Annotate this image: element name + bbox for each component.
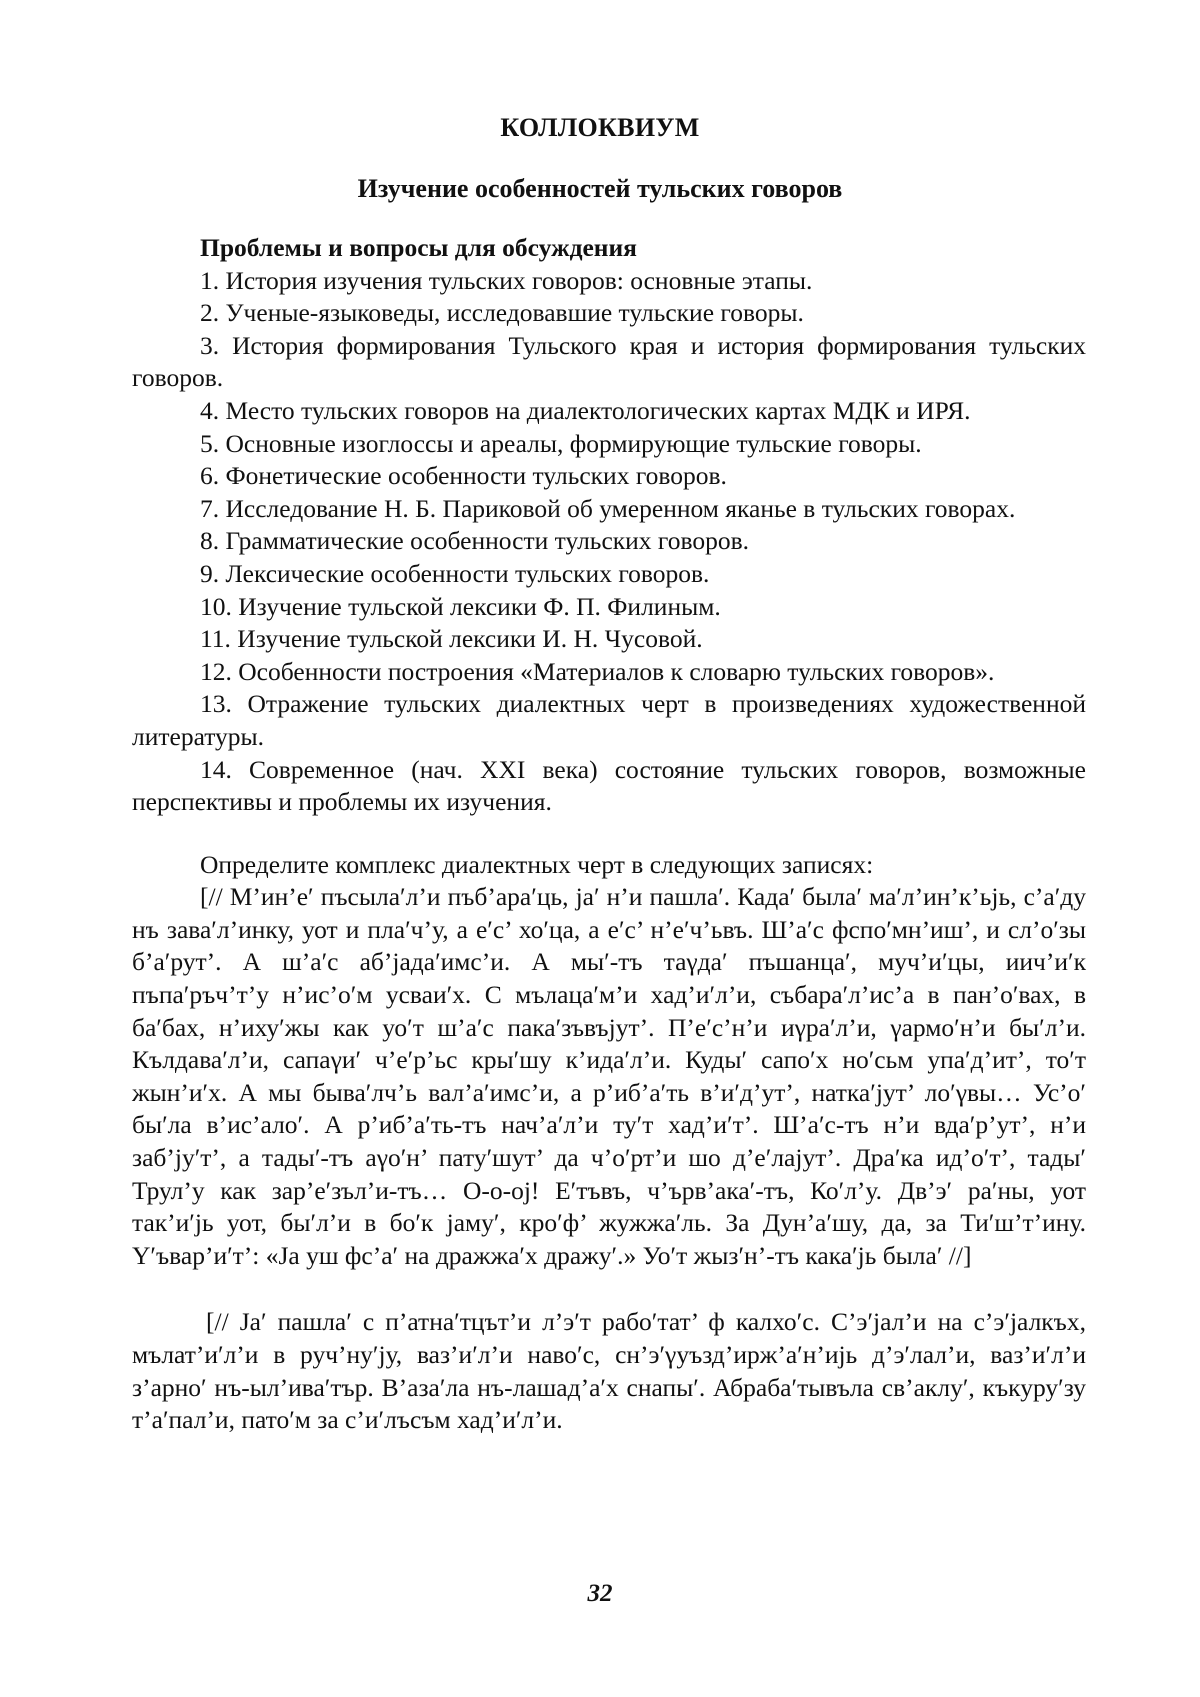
question-item: 11. Изучение тульской лексики И. Н. Чусовой. [200,624,703,654]
question-item: 12. Особенности построения «Материалов к словарю тульских говоров». [200,656,995,686]
page-title: КОЛЛОКВИУМ [500,113,700,142]
question-item: 2. Ученые-языковеды, исследовавшие тульские говоры. [200,298,804,328]
dialect-record: [// М’ин’е′ пъсыла′л’и пъб’ара′ць, jа′ н’и пашла′. Када′ была′ ма′л’ин’к’ьjь, с’а′ду нъ зава′л’инку, уот и пла′ч’у, а е′с’ хо′ца, а е′с’ н’е′ч’ьвъ. Ш’а′с фспо′мн’иш’, и сл’о′зы б’а′рут’. А ш’а′с аб’jада′имс’и. А мы′-тъ таγда′ пъшанца′, муч’и′цы, иич’и′к пъпа′ръч’т’у н’ис’о′м усваи′х. С мълаца′м’и хад’и′л’и, събара′л’ис’а в пан’о′вах, в ба′бах, н’иху′жы как уо′т ш’а′с пака′зъвъjут’. П’е′с’н’и иγра′л’и, γармо′н’и бы′л’и. Кълдава′л’и, сапаγи′ ч’е′р’ьс кры′шу к’ида′л’и. Куды′ сапо′х но′сьм упа′д’ит’, то′т жын’и′х. А мы бываʹлч’ь вал’а′имс’и, а р’иб’а′ть в’и′д’ут’, натка′jут’ ло′γвы… Ус’о′ бы′ла в’ис’ало′. А р’иб’а′ть-тъ нач’а′л’и ту′т хад’и′т’. Ш’а′с-тъ н’и вда′р’ут’, н’и заб’jу′т’, а тады′-тъ аγо′н’ пату′шут’ да ч’о′рт’и шо д’е′лаjут’. Дра′ка ид’о′т’, тады′ Трул’у как зар’е′зъл’и-тъ… О-о-оj! Е′тъвъ, ч’ърв’ака′-тъ, Ко′л’у. Дв’э′ ра′ны, уот так’и′jь уот, бы′л’и в бо′к jаму′, кро′ф’ жужжа′ль. За Дун’а′шу, да, за Ти′ш’т’ину. Ү′ъвар’и′т’: «Jа уш фс’а′ на дражжа′х дражу′.» Уо′т жыз′н’-тъ кака′jь была′ //] [132,882,1086,1270]
question-item: 9. Лексические особенности тульских говоров. [200,558,710,588]
spacer [132,819,1086,849]
question-item: 8. Грамматические особенности тульских говоров. [200,526,750,556]
page-number: 32 [587,1580,613,1607]
question-item: 10. Изучение тульской лексики Ф. П. Филиным. [200,591,721,621]
question-item: 7. Исследование Н. Б. Париковой об умеренном яканье в тульских говорах. [200,493,1016,523]
document-body [132,232,1086,1437]
question-item: 1. История изучения тульских говоров: основные этапы. [200,265,813,295]
question-item: 13. Отражение тульских диалектных черт в произведениях художественной литературы. [132,689,1086,751]
question-item: 5. Основные изоглоссы и ареалы, формирующие тульские говоры. [200,428,922,458]
questions-heading: Проблемы и вопросы для обсуждения [200,233,637,262]
question-item: 3. История формирования Тульского края и история формирования тульских говоров. [132,330,1086,393]
question-item: 4. Место тульских говоров на диалектологических картах МДК и ИРЯ. [200,395,971,425]
question-item: 14. Современное (нач. XXI века) состояние тульских говоров, возможные перспективы и проблемы их изучения. [132,754,1086,817]
task-instruction: Определите комплекс диалектных черт в следующих записях: [200,849,874,879]
question-item: 6. Фонетические особенности тульских говоров. [200,461,727,491]
spacer [132,1272,1086,1306]
page-subtitle: Изучение особенностей тульских говоров [357,174,843,203]
dialect-record: [// Jа′ пашла′ с п’атна′тцът’и л’э′т рабо′тат’ ф калхо′с. С’э′jал’и на с’э′jалкъх, мълат’и′л’и в руч’ну′jу, ваз’и′л’и наво′с, сн’э′γуъзд’ирж’а′н’иjь д’э′лал’и, ваз’и′л’и з’арно′ нъ-ыл’ива′тър. В’аза′ла нъ-лашад’а′х снапы′. Абраба′тывъла св’аклу′, къкуру′зу т’а′пал’и, пато′м за с’и′лъсъм хад’и′л’и. [132,1307,1086,1435]
